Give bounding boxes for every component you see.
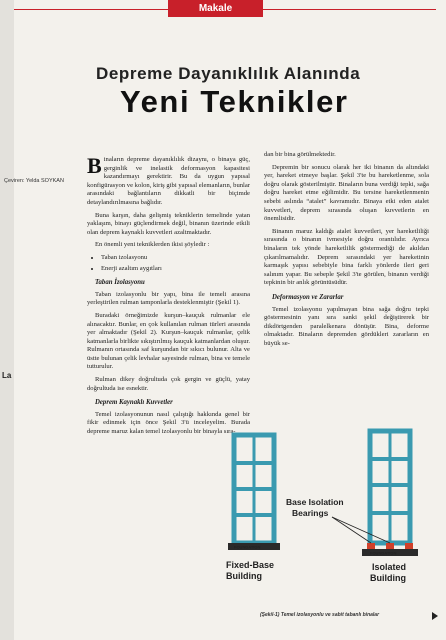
subheading: Taban İzolasyonu: [95, 279, 145, 287]
label-fixed-base: Fixed-Base: [226, 560, 275, 570]
section-header: [0, 0, 446, 18]
foundation-label-left: FOUNDATION: [234, 544, 261, 550]
label-bearings: Bearings: [292, 508, 329, 518]
paragraph: Temel izolasyonunun nasıl çalıştığı hakkında genel bir fikir edinmek için önce Şekil 3'ü inceleyelim. Burada depreme maruz kalan temel izolasyonlu bir binayla sıra-: [87, 410, 250, 436]
title-line-1: Depreme Dayanıklılık Alanında: [96, 64, 361, 83]
label-building-right: Building: [370, 573, 406, 583]
section-tag: Makale: [168, 0, 263, 17]
isolated-building: [362, 431, 418, 556]
paragraph: Binanın maruz kaldığı atalet kuvvetleri, yer hareketliliği sırasında o binanın ivmesiyle doğru orantılıdır. Ayrıca binaların tek yönde hareketlilik göstermediği de akıldan çıkarılmamalıdır. Deprem sırasındaki yer hareketinin karmaşık yapısı sebebiyle bina farklı yönlerde ileri geri salınım yapar. Bu sebeple Şekil 3'te görülen, binanın verdiği tepkinin bir anlık görüntüsüdür.: [264, 227, 429, 287]
bearing-3: [405, 543, 413, 549]
drop-cap: B: [87, 153, 102, 178]
paragraph: Depremin bir sonucu olarak her iki binanın da altındaki yer, hareket etmeye başlar. Şekil 3'te bu hareketlenme, sola doğru olarak gösterilmiştir. Binaların buna verdiği tepki, sağa doğru hareket etme eğilimidir. Bu tersine hareketlenmenin sebebi aslında “atalet” kavramıdır. Binaya etki eden atalet kuvvetleri, deprem sırasında oluşan kuvvetlerin en önemlisidir.: [264, 163, 429, 223]
paragraph: Buradaki örneğimizde kurşun–kauçuk rulmanlar ele alınacaktır. Bunlar, en çok kullanılan rulman türleri arasında yer almaktadır (Şekil 2). Kurşun–kauçuk rulmanlar, çelik katmanlarla birlikte sıkıştırılmış kauçuk katmanlardan oluşur. Rulmanın ortasında saf kurşundan bir sıkıcı bulunur. Alta ve üstte bulunan çelik levhalar sayesinde rulman, bina ve temele tutturulur.: [87, 311, 250, 371]
margin-note: La: [2, 371, 12, 380]
title-line-2: Yeni Teknikler: [120, 84, 349, 119]
list-item: • Enerji azaltım aygıtları: [101, 265, 250, 274]
subheading: Deformasyon ve Zararlar: [272, 293, 344, 301]
label-base-isolation: Base Isolation: [286, 497, 344, 507]
paragraph: Rulman dikey doğrultuda çok gergin ve güçlü, yatay doğrultuda ise esnektir.: [87, 376, 250, 392]
subheading: Deprem Kaynaklı Kuvvetler: [95, 399, 173, 407]
pointer-line: [332, 517, 371, 543]
paragraph: En önemli yeni tekniklerden ikisi şöyledir :: [95, 241, 210, 249]
fixed-base-building: [228, 435, 280, 550]
continue-arrow-icon: [432, 612, 438, 620]
pointer-line: [332, 517, 390, 543]
list-item: • Taban izolasyonu: [101, 254, 250, 263]
foundation-label-right: FOUNDATION: [370, 550, 397, 556]
paragraph: [87, 153, 250, 208]
article-column-1: [87, 153, 250, 441]
label-building-left: Building: [226, 571, 262, 581]
label-isolated: Isolated: [372, 562, 407, 572]
paragraph: Buna karşın, daha gelişmiş tekniklerin temelinde yatan yaklaşım, binayı güçlendirmek değil, binanın üzerinde etkili olan deprem kaynaklı kuvvetleri azaltmaktadır.: [87, 211, 250, 236]
paragraph: Temel izolasyonu yapılmayan bina sağa doğru tepki göstermesinin yanı sıra sanki şekil değiştirerek bir dikdörtgenden paralelkenara dönüşür. Bina, deforme olmaktadır. Binaların depremden gördükleri zararların en büyük se-: [264, 305, 429, 347]
bearing-2: [386, 543, 394, 549]
figure-buildings: [224, 423, 446, 613]
page-gutter: [0, 0, 14, 640]
bearing-1: [367, 543, 375, 549]
translator-credit: Çeviren: Yelda SOYKAN: [4, 178, 64, 184]
article-column-2: [264, 151, 429, 352]
figure-caption: (Şekil-1) Temel izolasyonlu ve sabit tabanlı binalar: [260, 612, 380, 618]
paragraph: Taban izolasyonlu bir yapı, bina ile temeli arasına yerleştirilen rulman tamponlarla desteklenmiştir (Şekil 1).: [87, 290, 250, 307]
paragraph-text: inaların depreme dayanıklılık dizaynı, o binaya güç, gerginlik ve inelastik deformasyon kapasitesi kazandırmayı gerektirir. Bu da uygun yapısal konfigürasyon ve kolon, kiriş gibi yapısal elemanların, bunlar arasındaki bağlantıların dikkatli bir biçimde detaylandırılmasına bağlıdır.: [87, 156, 250, 206]
paragraph: dan bir bina görülmektedir.: [264, 151, 336, 158]
technique-list: [87, 254, 250, 273]
